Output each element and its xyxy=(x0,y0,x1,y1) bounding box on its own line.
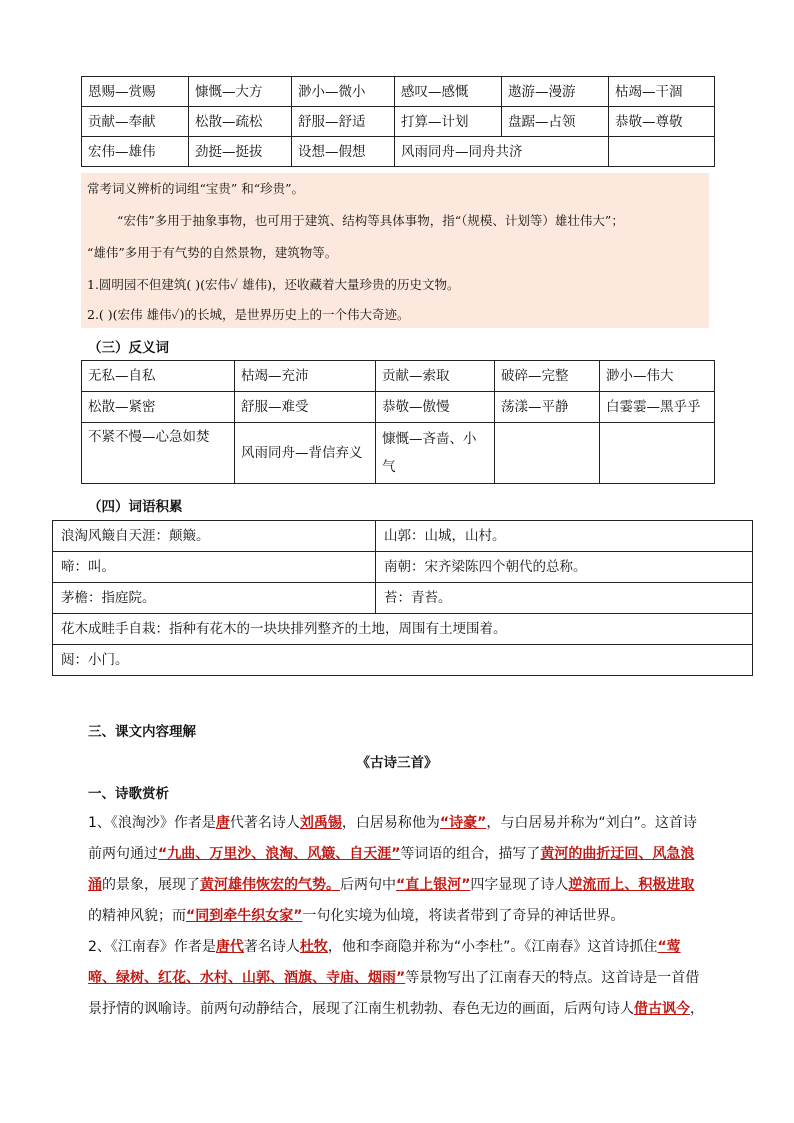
highlight: “九曲、万里沙、浪淘、风簸、自天涯” xyxy=(158,846,401,862)
poem-analysis-paragraph-2 xyxy=(88,932,708,1025)
table-row xyxy=(82,423,715,484)
table-cell: 南朝：宋齐梁陈四个朝代的总称。 xyxy=(376,552,753,583)
text: 1、《浪淘沙》作者是 xyxy=(88,815,216,831)
table-cell: 贡献—奉献 xyxy=(82,107,189,137)
table-row xyxy=(82,77,715,107)
highlight: 逆流而上、积极进 xyxy=(568,877,681,893)
highlight: 杜牧 xyxy=(299,939,328,955)
text: 一句化实境为仙境，将读者带到了奇异的神话世界。 xyxy=(302,908,625,924)
table-cell: 山郭：山城，山村。 xyxy=(376,521,753,552)
highlight: 取 xyxy=(680,877,695,893)
table-cell: 慷慨—吝啬、小气 xyxy=(376,423,495,484)
table-row xyxy=(82,392,715,423)
part-heading: 三、课文内容理解 xyxy=(88,724,196,740)
note-line: 常考词义辨析的词组“宝贵” 和“珍贵”。 xyxy=(87,181,305,196)
note-line: “宏伟”多用于抽象事物，也可用于建筑、结构等具体事物，指“（规模、计划等）雄壮伟大”； xyxy=(117,213,624,228)
text: ， xyxy=(690,1001,704,1017)
text: 诗前两句通过 xyxy=(88,815,697,862)
table-cell: 松散—疏松 xyxy=(189,107,292,137)
table-cell: 啼：叫。 xyxy=(53,552,376,583)
text: 2、《江南春》作者是 xyxy=(88,939,216,955)
table-cell: 风雨同舟—同舟共济 xyxy=(395,137,609,167)
word-discrimination-note xyxy=(81,173,709,328)
table-cell: 渺小—微小 xyxy=(292,77,395,107)
poem-analysis-paragraph-1 xyxy=(88,808,708,932)
table-cell: 恭敬—尊敬 xyxy=(609,107,715,137)
table-cell: 苔：青苔。 xyxy=(376,583,753,614)
highlight: 黄河雄伟恢宏的气势。 xyxy=(200,877,340,893)
table-cell: 浪淘风簸自天涯：颠簸。 xyxy=(53,521,376,552)
table-cell: 风雨同舟—背信弃义 xyxy=(235,423,376,484)
table-cell: 贡献—索取 xyxy=(376,361,495,392)
antonyms-table xyxy=(81,360,715,484)
highlight: 唐代 xyxy=(215,939,244,955)
text: ，与白居易并称为“刘白”。这首 xyxy=(486,815,683,831)
table-row xyxy=(82,107,715,137)
table-cell: 遨游—漫游 xyxy=(502,77,609,107)
table-cell: 舒服—难受 xyxy=(235,392,376,423)
note-line: 2.( )(宏伟 雄伟✓)的长城，是世界历史上的一个伟大奇迹。 xyxy=(87,307,410,322)
table-cell: 渺小—伟大 xyxy=(600,361,715,392)
synonyms-table xyxy=(81,76,715,167)
table-cell: 打算—计划 xyxy=(395,107,502,137)
table-row xyxy=(53,552,753,583)
text: ，他和李商隐并称为“小李杜”。《江南春》这首诗抓住 xyxy=(327,939,658,955)
text: ，白居易称他为 xyxy=(341,815,440,831)
highlight: “直上银河” xyxy=(396,877,471,893)
table-cell: 枯竭—充沛 xyxy=(235,361,376,392)
table-cell: 不紧不慢—心急如焚 xyxy=(82,423,235,484)
highlight: 唐 xyxy=(215,815,230,831)
section-heading: （三）反义词 xyxy=(88,340,169,356)
table-cell: 恭敬—傲慢 xyxy=(376,392,495,423)
table-row xyxy=(53,521,753,552)
table-row xyxy=(53,645,753,676)
table-cell: 松散—紧密 xyxy=(82,392,235,423)
text: 等词语的组合，描写了 xyxy=(400,846,541,862)
text: 的景象，展现了 xyxy=(102,877,200,893)
text: 著名诗人 xyxy=(243,939,300,955)
table-cell xyxy=(600,423,715,484)
table-cell: 宏伟—雄伟 xyxy=(82,137,189,167)
highlight: “同到牵牛织女家” xyxy=(186,908,303,924)
vocabulary-table xyxy=(52,520,753,676)
table-cell: 闼：小门。 xyxy=(53,645,753,676)
highlight: 浪涌 xyxy=(88,846,695,893)
text: 后两句中 xyxy=(340,877,396,893)
table-cell: 盘踞—占领 xyxy=(502,107,609,137)
table-cell xyxy=(609,137,715,167)
section-heading: （四）词语积累 xyxy=(88,499,183,515)
note-line: “雄伟”多用于有气势的自然景物，建筑物等。 xyxy=(87,245,338,260)
table-cell: 白霎霎—黑乎乎 xyxy=(600,392,715,423)
table-cell: 茅檐：指庭院。 xyxy=(53,583,376,614)
table-cell: 荡漾—平静 xyxy=(495,392,600,423)
table-cell: 劲挺—挺拔 xyxy=(189,137,292,167)
table-cell: 破碎—完整 xyxy=(495,361,600,392)
text: 的精神风貌；而 xyxy=(88,908,186,924)
table-cell: 感叹—感慨 xyxy=(395,77,502,107)
table-cell: 舒服—舒适 xyxy=(292,107,395,137)
highlight: 啼、绿树、红花、水村、山郭、酒旗、寺庙、烟雨” xyxy=(88,970,406,986)
text: 四字显现了诗人 xyxy=(470,877,569,893)
highlight: 借古讽今 xyxy=(634,1001,690,1017)
highlight: “莺 xyxy=(657,939,681,955)
table-row xyxy=(82,361,715,392)
table-cell: 恩赐—赏赐 xyxy=(82,77,189,107)
table-cell: 无私—自私 xyxy=(82,361,235,392)
text: 景抒情的讽喻诗。前两句动静结合，展现了江南生机勃勃、春色无边的画面，后两句诗人 xyxy=(88,1001,634,1017)
table-row xyxy=(53,583,753,614)
subsection-heading: 一、诗歌赏析 xyxy=(88,786,169,802)
highlight: 刘禹锡 xyxy=(299,815,342,831)
table-cell: 枯竭—干涸 xyxy=(609,77,715,107)
poem-title: 《古诗三首》 xyxy=(356,755,438,771)
table-cell: 花木成畦手自栽：指种有花木的一块块排列整齐的土地，周围有土埂围着。 xyxy=(53,614,753,645)
table-row xyxy=(82,137,715,167)
highlight: 黄河的曲折迂回、风急 xyxy=(540,846,681,862)
text: 等景物写出了江南春天的特点。这首诗是一首借 xyxy=(405,970,700,986)
table-row xyxy=(53,614,753,645)
highlight: “诗豪” xyxy=(439,815,487,831)
table-cell: 慷慨—大方 xyxy=(189,77,292,107)
table-cell xyxy=(495,423,600,484)
text: 代著名诗人 xyxy=(229,815,300,831)
table-cell: 设想—假想 xyxy=(292,137,395,167)
note-line: 1.圆明园不但建筑( )(宏伟✓ 雄伟)，还收藏着大量珍贵的历史文物。 xyxy=(87,277,460,292)
